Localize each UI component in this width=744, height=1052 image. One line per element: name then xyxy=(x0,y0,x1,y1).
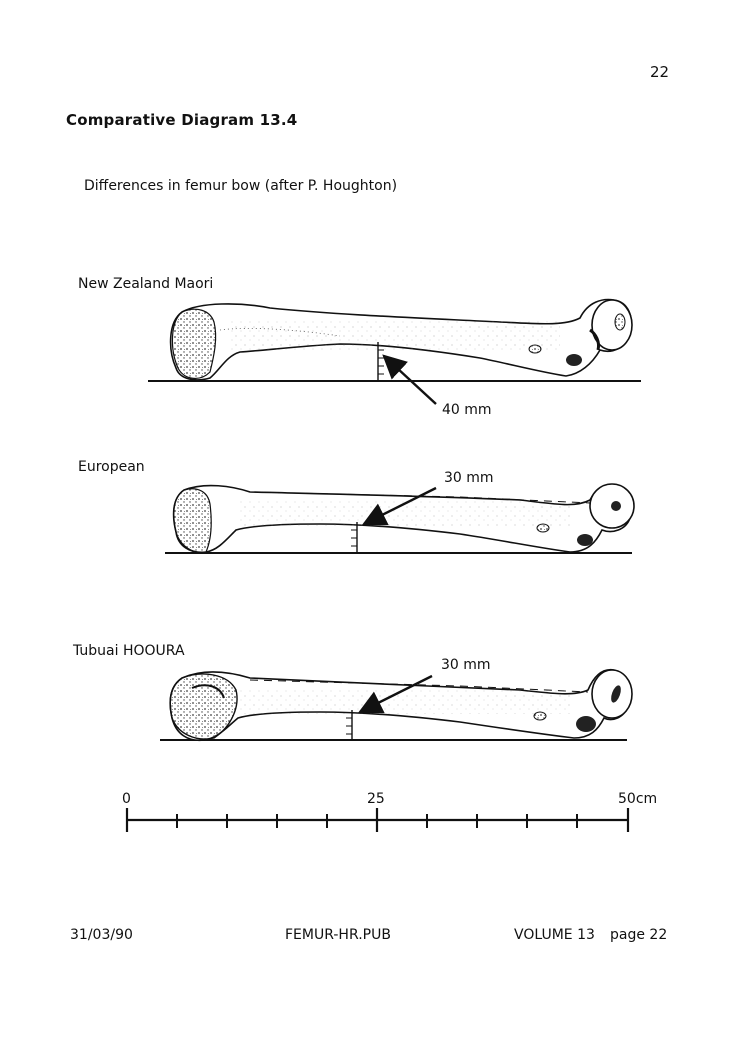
bow-measure-european: 30 mm xyxy=(444,470,494,486)
diagram-subtitle: Differences in femur bow (after P. Houghton) xyxy=(84,178,398,194)
femur-tubuai xyxy=(160,670,632,741)
footer-volume: VOLUME 13 xyxy=(514,927,595,943)
femur-label-european: European xyxy=(78,459,145,475)
page-number: 22 xyxy=(650,63,670,81)
footer-date: 31/03/90 xyxy=(70,927,133,943)
bow-measure-maori: 40 mm xyxy=(442,402,492,418)
scale-label-0: 0 xyxy=(122,791,131,807)
femur-european xyxy=(165,484,634,553)
scale-bar xyxy=(127,808,628,832)
femur-label-maori: New Zealand Maori xyxy=(78,276,214,292)
footer-page: page 22 xyxy=(610,927,668,943)
scale-label-50: 50cm xyxy=(618,791,658,807)
femur-maori xyxy=(148,300,641,404)
femur-label-tubuai: Tubuai HOOURA xyxy=(73,643,185,659)
footer-file: FEMUR-HR.PUB xyxy=(285,927,391,943)
diagram-title: Comparative Diagram 13.4 xyxy=(66,111,298,129)
bow-measure-tubuai: 30 mm xyxy=(441,657,491,673)
scale-label-25: 25 xyxy=(367,791,385,807)
